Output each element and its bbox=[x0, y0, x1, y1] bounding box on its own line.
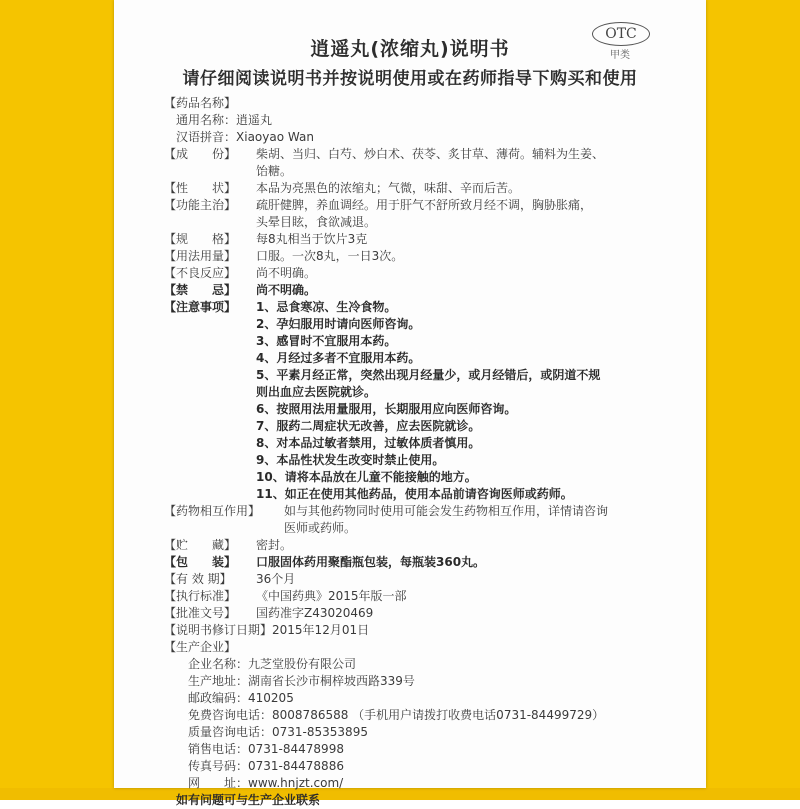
manufacturer-label: 传真号码： bbox=[188, 759, 249, 773]
manufacturer-tag: 【生产企业】 bbox=[164, 640, 237, 654]
package-value: 口服固体药用聚酯瓶包装，每瓶装360丸。 bbox=[256, 555, 486, 569]
manufacturer-label: 质量咨询电话： bbox=[188, 725, 273, 739]
usage-tag: 【用法用量】 bbox=[164, 249, 237, 263]
spec-tag: 【规 格】 bbox=[164, 232, 237, 246]
precaution-item-cont: 则出血应去医院就诊。 bbox=[256, 385, 377, 399]
interaction-tag: 【药物相互作用】 bbox=[164, 504, 261, 518]
manufacturer-value: 0731-84478998 bbox=[248, 742, 344, 756]
precaution-item: 7、服药二周症状无改善，应去医院就诊。 bbox=[256, 419, 481, 433]
manufacturer-value: 九芝堂股份有限公司 bbox=[248, 657, 357, 671]
interaction-row bbox=[164, 503, 704, 520]
manufacturer-value: 8008786588 （手机用户请拨打收费电话0731-84499729） bbox=[272, 708, 605, 722]
precaution-item: 11、如正在使用其他药品，使用本品前请咨询医师或药师。 bbox=[256, 487, 573, 501]
precaution-item: 3、感冒时不宜服用本药。 bbox=[256, 334, 397, 348]
spec-row bbox=[164, 231, 704, 248]
ingredients-value-1: 柴胡、当归、白芍、炒白术、茯苓、炙甘草、薄荷。辅料为生姜、 bbox=[256, 147, 605, 161]
usage-row bbox=[164, 248, 704, 265]
storage-value: 密封。 bbox=[256, 538, 293, 552]
generic-name-value: 逍遥丸 bbox=[236, 113, 273, 127]
contra-row bbox=[164, 282, 704, 299]
validity-row bbox=[164, 571, 704, 588]
contra-tag: 【禁 忌】 bbox=[164, 283, 237, 297]
manufacturer-footer: 如有问题可与生产企业联系 bbox=[176, 793, 321, 807]
interaction-value-1: 如与其他药物同时使用可能会发生药物相互作用，详情请咨询 bbox=[284, 504, 609, 518]
yellow-background-right bbox=[706, 0, 800, 800]
revision-row bbox=[164, 622, 704, 639]
indications-value-2: 头晕目眩，食欲减退。 bbox=[256, 215, 377, 229]
leaflet-content bbox=[164, 95, 704, 809]
pinyin-value: Xiaoyao Wan bbox=[236, 130, 314, 144]
precaution-item: 6、按照用法用量服用，长期服用应向医师咨询。 bbox=[256, 402, 517, 416]
document-subtitle: 请仔细阅读说明书并按说明使用或在药师指导下购买和使用 bbox=[182, 69, 638, 89]
yellow-background-left bbox=[0, 0, 114, 800]
indications-value-1: 疏肝健脾，养血调经。用于肝气不舒所致月经不调，胸胁胀痛， bbox=[256, 198, 593, 212]
character-tag: 【性 状】 bbox=[164, 181, 237, 195]
package-row bbox=[164, 554, 704, 571]
precaution-item: 2、孕妇服用时请向医师咨询。 bbox=[256, 317, 421, 331]
precautions-row bbox=[164, 299, 704, 316]
precaution-item: 4、月经过多者不宜服用本药。 bbox=[256, 351, 421, 365]
manufacturer-address-row bbox=[164, 673, 704, 690]
interaction-value-2: 医师或药师。 bbox=[284, 521, 357, 535]
manufacturer-value: www.hnjzt.com/ bbox=[248, 776, 344, 790]
name-section-tag: 【药品名称】 bbox=[164, 96, 237, 110]
validity-tag: 【有 效 期】 bbox=[164, 572, 232, 586]
otc-badge: OTC bbox=[592, 22, 650, 46]
adverse-row bbox=[164, 265, 704, 282]
storage-row bbox=[164, 537, 704, 554]
character-value: 本品为亮黑色的浓缩丸；气微，味甜、辛而后苦。 bbox=[256, 181, 521, 195]
manufacturer-hotline-row bbox=[164, 707, 704, 724]
approval-tag: 【批准文号】 bbox=[164, 606, 237, 620]
revision-tag: 【说明书修订日期】 bbox=[164, 623, 273, 637]
manufacturer-label: 企业名称： bbox=[188, 657, 249, 671]
leaflet-paper bbox=[114, 0, 706, 807]
revision-value: 2015年12月01日 bbox=[272, 623, 370, 637]
storage-tag: 【贮 藏】 bbox=[164, 538, 237, 552]
approval-value: 国药准字Z43020469 bbox=[256, 606, 374, 620]
manufacturer-name-row bbox=[164, 656, 704, 673]
indications-row bbox=[164, 197, 704, 214]
generic-name-label: 通用名称： bbox=[176, 113, 237, 127]
character-row bbox=[164, 180, 704, 197]
pinyin-label: 汉语拼音： bbox=[176, 130, 237, 144]
standard-value: 《中国药典》2015年版一部 bbox=[256, 589, 407, 603]
precaution-item: 5、平素月经正常，突然出现月经量少，或月经错后，或阴道不规 bbox=[256, 368, 601, 382]
otc-category: 甲类 bbox=[610, 50, 630, 61]
manufacturer-label: 生产地址： bbox=[188, 674, 249, 688]
adverse-tag: 【不良反应】 bbox=[164, 266, 237, 280]
spec-value: 每8丸相当于饮片3克 bbox=[256, 232, 368, 246]
manufacturer-value: 0731-84478886 bbox=[248, 759, 344, 773]
generic-name-row bbox=[164, 112, 704, 129]
manufacturer-sales-phone-row bbox=[164, 741, 704, 758]
manufacturer-value: 湖南省长沙市桐梓坡西路339号 bbox=[248, 674, 415, 688]
manufacturer-value: 410205 bbox=[248, 691, 294, 705]
ingredients-value-2: 饴糖。 bbox=[256, 164, 293, 178]
ingredients-row bbox=[164, 146, 704, 163]
indications-tag: 【功能主治】 bbox=[164, 198, 237, 212]
manufacturer-label: 邮政编码： bbox=[188, 691, 249, 705]
approval-row bbox=[164, 605, 704, 622]
manufacturer-value: 0731-85353895 bbox=[272, 725, 368, 739]
precaution-item: 8、对本品过敏者禁用，过敏体质者慎用。 bbox=[256, 436, 481, 450]
manufacturer-quality-phone-row bbox=[164, 724, 704, 741]
precautions-tag: 【注意事项】 bbox=[164, 300, 237, 314]
ingredients-tag: 【成 份】 bbox=[164, 147, 237, 161]
manufacturer-postcode-row bbox=[164, 690, 704, 707]
manufacturer-label: 销售电话： bbox=[188, 742, 249, 756]
manufacturer-fax-row bbox=[164, 758, 704, 775]
manufacturer-label: 免费咨询电话： bbox=[188, 708, 273, 722]
validity-value: 36个月 bbox=[256, 572, 296, 586]
document-title: 逍遥丸(浓缩丸)说明书 bbox=[310, 38, 510, 60]
standard-tag: 【执行标准】 bbox=[164, 589, 237, 603]
contra-value: 尚不明确。 bbox=[256, 283, 317, 297]
manufacturer-label: 网 址： bbox=[188, 776, 249, 790]
adverse-value: 尚不明确。 bbox=[256, 266, 317, 280]
pinyin-row bbox=[164, 129, 704, 146]
precaution-item: 10、请将本品放在儿童不能接触的地方。 bbox=[256, 470, 477, 484]
manufacturer-website-row bbox=[164, 775, 704, 792]
package-tag: 【包 装】 bbox=[164, 555, 237, 569]
precaution-item: 1、忌食寒凉、生冷食物。 bbox=[256, 300, 397, 314]
standard-row bbox=[164, 588, 704, 605]
precaution-item: 9、本品性状发生改变时禁止使用。 bbox=[256, 453, 445, 467]
usage-value: 口服。一次8丸，一日3次。 bbox=[256, 249, 404, 263]
